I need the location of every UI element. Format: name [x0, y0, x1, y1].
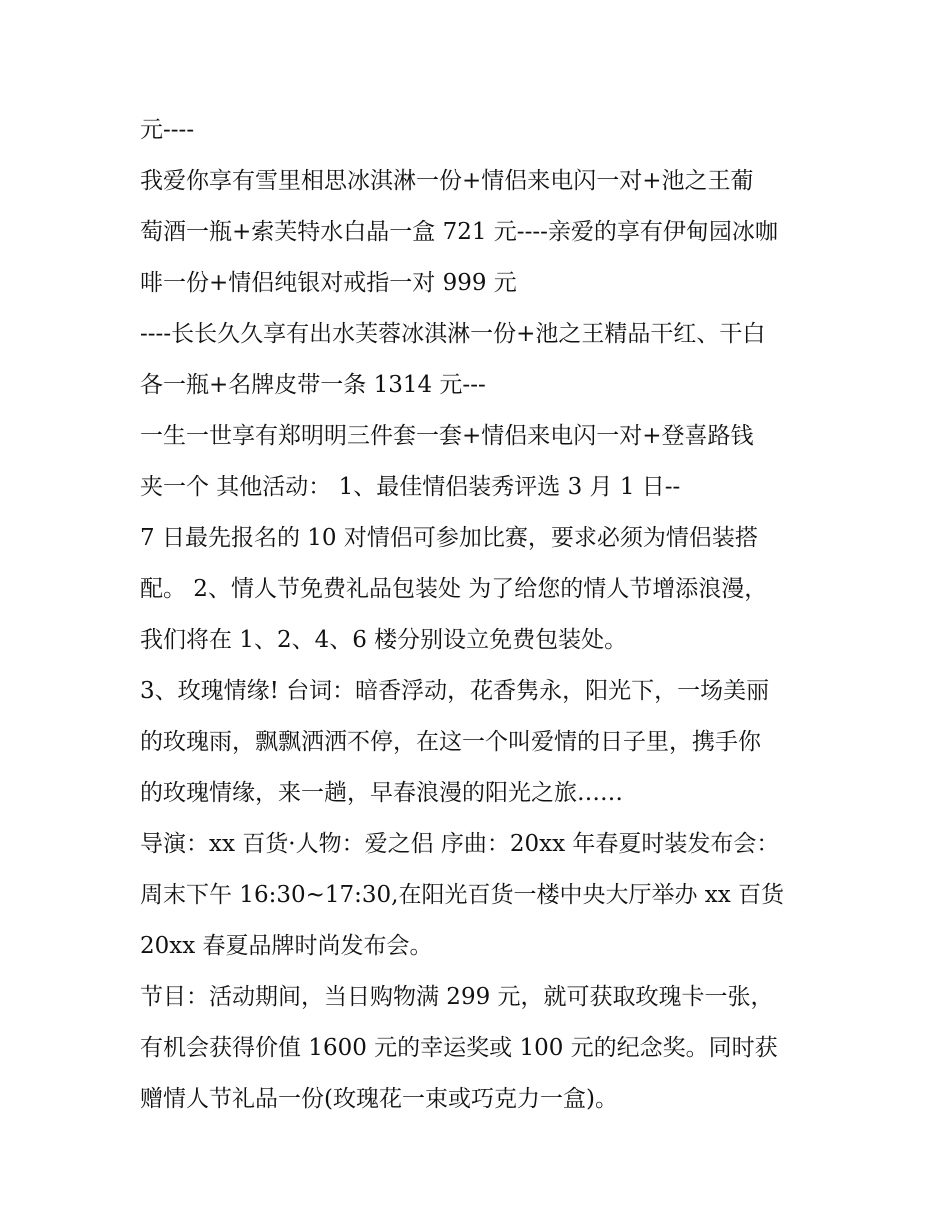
- text-line-7: 一生一世享有郑明明三件套一套+情侣来电闪一对+登喜路钱: [140, 423, 754, 449]
- text-line-5: ----长长久久享有出水芙蓉冰淇淋一份+池之王精品干红、干白: [140, 321, 766, 347]
- text-line-2: 我爱你享有雪里相思冰淇淋一份+情侣来电闪一对+池之王葡: [140, 168, 754, 194]
- text-line-8: 夹一个 其他活动： 1、最佳情侣装秀评选 3 月 1 日--: [140, 474, 681, 500]
- text-line-16: 周末下午 16:30~17:30,在阳光百货一楼中央大厅举办 xx 百货: [140, 882, 785, 908]
- text-line-4: 啡一份+情侣纯银对戒指一对 999 元: [140, 270, 517, 296]
- text-line-1: 元----: [140, 117, 195, 143]
- text-line-13: 的玫瑰雨，飘飘洒洒不停，在这一个叫爱情的日子里，携手你: [140, 729, 761, 755]
- document-body: [140, 110, 820, 1130]
- text-line-9: 7 日最先报名的 10 对情侣可参加比赛，要求必须为情侣装搭: [140, 525, 758, 551]
- text-line-19: 有机会获得价值 1600 元的幸运奖或 100 元的纪念奖。同时获: [140, 1035, 778, 1061]
- text-line-17: 20xx 春夏品牌时尚发布会。: [140, 933, 433, 959]
- text-line-18: 节目：活动期间，当日购物满 299 元，就可获取玫瑰卡一张，: [140, 984, 774, 1010]
- text-line-14: 的玫瑰情缘，来一趟，早春浪漫的阳光之旅……: [140, 780, 623, 806]
- text-line-6: 各一瓶+名牌皮带一条 1314 元---: [140, 372, 486, 398]
- text-line-20: 赠情人节礼品一份(玫瑰花一束或巧克力一盒)。: [140, 1086, 618, 1112]
- text-line-11: 我们将在 1、2、4、6 楼分别设立免费包装处。: [140, 627, 628, 653]
- text-line-12: 3、玫瑰情缘! 台词：暗香浮动，花香隽永，阳光下，一场美丽: [140, 678, 770, 704]
- text-line-15: 导演：xx 百货·人物：爱之侣 序曲：20xx 年春夏时装发布会：: [140, 831, 780, 857]
- text-line-3: 萄酒一瓶+索芙特水白晶一盒 721 元----亲爱的享有伊甸园冰咖: [140, 219, 778, 245]
- text-line-10: 配。 2、情人节免费礼品包装处 为了给您的情人节增添浪漫，: [140, 576, 768, 602]
